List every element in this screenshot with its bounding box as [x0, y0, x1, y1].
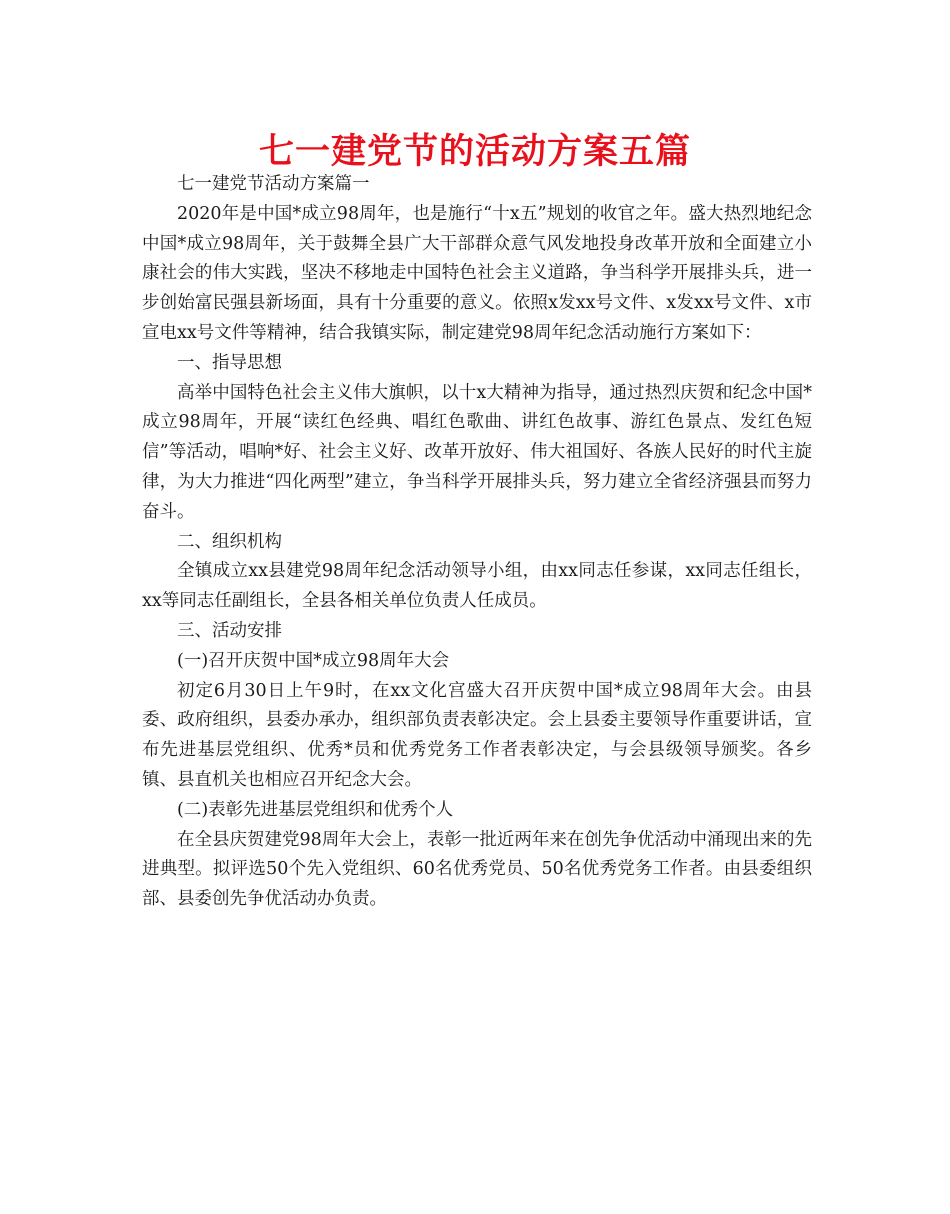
- section-heading-organization: 二、组织机构: [177, 531, 282, 552]
- paragraph-guiding-ideology: 高举中国特色社会主义伟大旗帜，以十x大精神为指导，通过热烈庆贺和纪念中国*成立98周年，开展“读红色经典、唱红色歌曲、讲红色故事、游红色景点、发红色短信”等活动，唱响*好、社会主义好、改革开放好、伟大祖国好、各族人民好的时代主旋律，为大力推进“四化两型”建立，争当科学开展排头兵，努力建立全省经济强县而努力奋斗。: [142, 382, 812, 522]
- paragraph-commendation: 在全县庆贺建党98周年大会上，表彰一批近两年来在创先争优活动中涌现出来的先进典型。拟评选50个先入党组织、60名优秀党员、50名优秀党务工作者。由县委组织部、县委创先争优活动办负责。: [142, 829, 812, 910]
- paragraph-intro: 2020年是中国*成立98周年，也是施行“十x五”规划的收官之年。盛大热烈地纪念中国*成立98周年，关于鼓舞全县广大干部群众意气风发地投身改革开放和全面建立小康社会的伟大实践，坚决不移地走中国特色社会主义道路，争当科学开展排头兵，进一步创始富民强县新场面，具有十分重要的意义。依照x发xx号文件、x发xx号文件、x市宣电xx号文件等精神，结合我镇实际，制定建党98周年纪念活动施行方案如下：: [142, 203, 812, 343]
- document-title: 七一建党节的活动方案五篇: [258, 132, 691, 172]
- section-heading-guiding-ideology: 一、指导思想: [177, 352, 282, 373]
- subsection-heading-meeting: (一)召开庆贺中国*成立98周年大会: [177, 650, 450, 671]
- section-heading-plan-one: 七一建党节活动方案篇一: [177, 174, 370, 194]
- paragraph-meeting: 初定6月30日上午9时，在xx文化宫盛大召开庆贺中国*成立98周年大会。由县委、政府组织，县委办承办，组织部负责表彰决定。会上县委主要领导作重要讲话，宣布先进基层党组织、优秀*员和优秀党务工作者表彰决定，与会县级领导颁奖。各乡镇、县直机关也相应召开纪念大会。: [142, 680, 812, 790]
- document-body: [142, 170, 812, 915]
- section-heading-activities: 三、活动安排: [177, 620, 282, 641]
- subsection-heading-commendation: (二)表彰先进基层党组织和优秀个人: [177, 799, 454, 820]
- paragraph-organization: 全镇成立xx县建党98周年纪念活动领导小组，由xx同志任参谋，xx同志任组长，xx等同志任副组长，全县各相关单位负责人任成员。: [142, 561, 812, 612]
